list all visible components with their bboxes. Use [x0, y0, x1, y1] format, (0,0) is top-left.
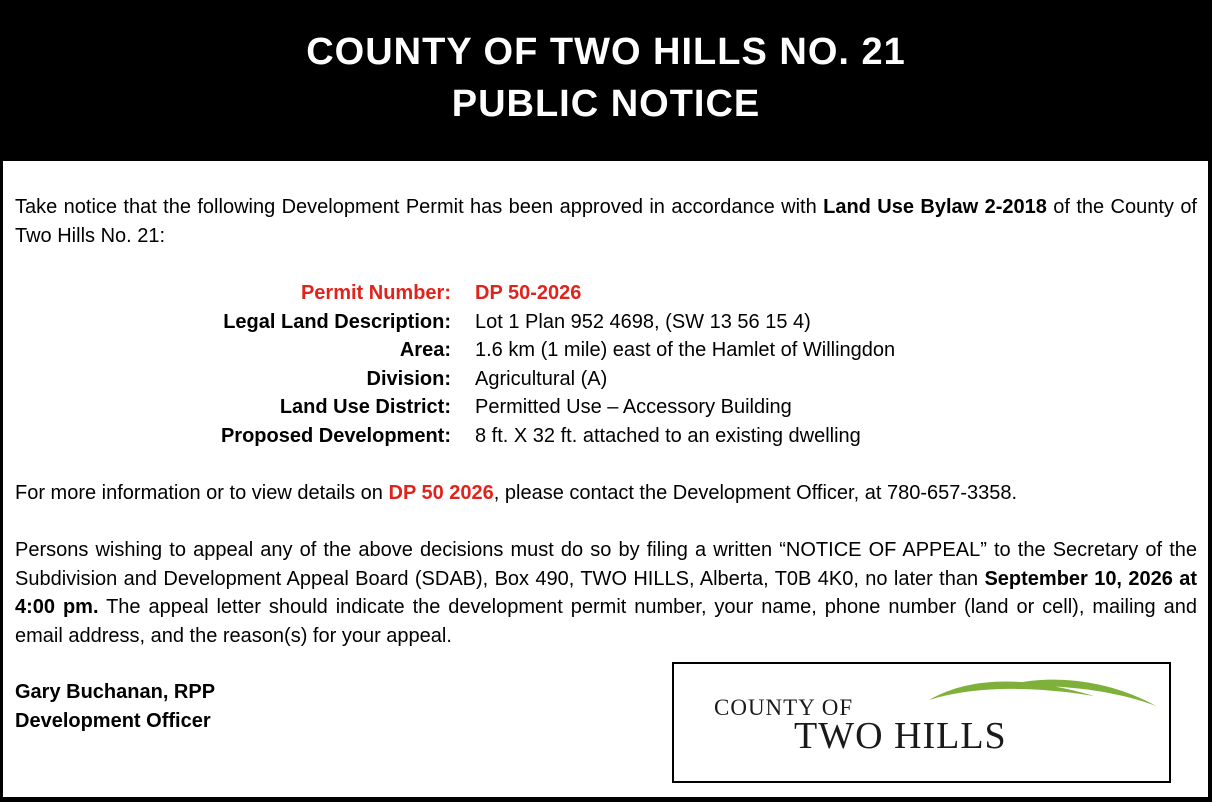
intro-text-end: of the County of Two Hills No. 21:: [15, 196, 1197, 247]
detail-row: [3, 336, 1208, 365]
detail-label: Proposed Development:: [220, 424, 451, 447]
info-text-end: , please contact the Development Officer, at 780-657-3358.: [493, 482, 1018, 504]
bylaw-reference: Land Use Bylaw 2-2018: [823, 196, 1047, 218]
officer-name: Gary Buchanan, RPP: [15, 681, 216, 703]
intro-text-start: Take notice that the following Development Permit has been approved in accordance with: [15, 196, 824, 218]
detail-value: 1.6 km (1 mile) east of the Hamlet of Willingdon: [475, 339, 896, 362]
detail-label: Land Use District:: [279, 396, 451, 419]
detail-value: 8 ft. X 32 ft. attached to an existing dwelling: [475, 424, 861, 447]
logo-text-bottom: TWO HILLS: [794, 715, 1007, 757]
detail-row: [3, 308, 1208, 337]
appeal-paragraph: [15, 536, 1197, 650]
detail-row: [3, 365, 1208, 394]
appeal-text-end: The appeal letter should indicate the development permit number, your name, phone number (land or cell), mailing and email address, and the reason(s) for your appeal.: [15, 596, 1197, 647]
detail-row: [3, 393, 1208, 422]
detail-label: Legal Land Description:: [223, 310, 451, 333]
info-text-start: For more information or to view details on: [15, 482, 389, 504]
detail-value: Lot 1 Plan 952 4698, (SW 13 56 15 4): [475, 310, 811, 333]
detail-row: [3, 422, 1208, 451]
intro-paragraph: [15, 193, 1197, 250]
header-subtitle: PUBLIC NOTICE: [451, 83, 761, 125]
signature-block: [15, 678, 215, 735]
detail-label: Division:: [366, 367, 451, 390]
appeal-text-start: Persons wishing to appeal any of the above decisions must do so by filing a written “NOTICE OF APPEAL” to the Secretary of the Subdivision and Development Appeal Board (SDAB), Box 490, TWO HILLS, Alberta, T0B 4K0, no later than: [15, 539, 1197, 590]
logo-text-top: COUNTY OF: [714, 695, 854, 720]
detail-row: [3, 279, 1208, 308]
permit-details: [3, 279, 1208, 451]
detail-value: DP 50-2026: [475, 282, 582, 304]
detail-value: Agricultural (A): [475, 367, 608, 390]
officer-title: Development Officer: [15, 709, 211, 732]
info-paragraph: [15, 479, 1197, 508]
notice-body: [3, 161, 1208, 797]
appeal-deadline: September 10, 2026 at 4:00 pm.: [15, 567, 1198, 619]
notice-header: [0, 0, 1212, 160]
header-title: COUNTY OF TWO HILLS NO. 21: [306, 31, 906, 73]
detail-label: Permit Number:: [300, 282, 451, 304]
detail-label: Area:: [399, 339, 451, 362]
permit-reference: DP 50 2026: [388, 482, 494, 504]
detail-value: Permitted Use – Accessory Building: [475, 396, 792, 419]
county-logo: [672, 662, 1171, 783]
